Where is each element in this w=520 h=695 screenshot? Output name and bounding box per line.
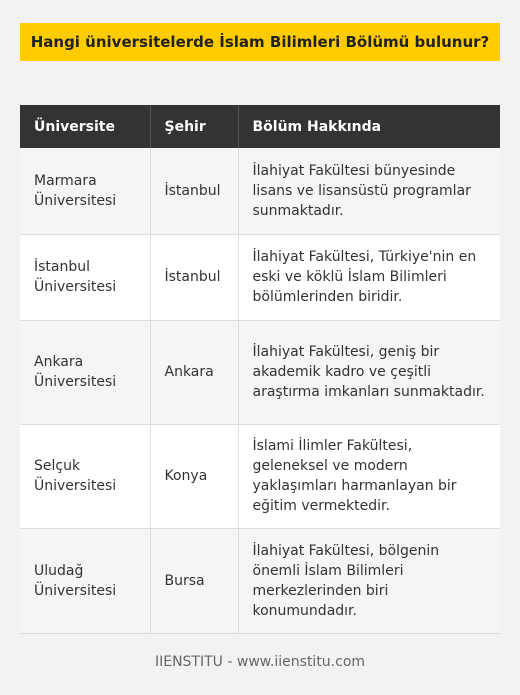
cell-city: İstanbul <box>150 148 238 234</box>
table-header-row <box>20 105 500 148</box>
cell-about: İslami İlimler Fakültesi, geleneksel ve modern yaklaşımları harmanlayan bir eğitim vermektedir. <box>238 424 500 528</box>
cell-city: Bursa <box>150 528 238 633</box>
table-row <box>20 320 500 424</box>
table-row <box>20 234 500 320</box>
cell-about: İlahiyat Fakültesi, geniş bir akademik kadro ve çeşitli araştırma imkanları sunmaktadır. <box>238 320 500 424</box>
cell-university: Selçuk Üniversitesi <box>20 424 150 528</box>
cell-city: İstanbul <box>150 234 238 320</box>
cell-university: Marmara Üniversitesi <box>20 148 150 234</box>
column-header-city: Şehir <box>150 105 238 148</box>
footer-credit: IIENSTITU - www.iienstitu.com <box>154 654 366 670</box>
cell-university: İstanbul Üniversitesi <box>20 234 150 320</box>
table-row <box>20 528 500 633</box>
table-row <box>20 424 500 528</box>
cell-about: İlahiyat Fakültesi, Türkiye'nin en eski ve köklü İslam Bilimleri bölümlerinden biridir. <box>238 234 500 320</box>
universities-table <box>20 105 500 634</box>
cell-university: Ankara Üniversitesi <box>20 320 150 424</box>
cell-city: Konya <box>150 424 238 528</box>
cell-about: İlahiyat Fakültesi, bölgenin önemli İslam Bilimleri merkezlerinden biri konumundadır. <box>238 528 500 633</box>
cell-university: Uludağ Üniversitesi <box>20 528 150 633</box>
column-header-university: Üniversite <box>20 105 150 148</box>
column-header-about: Bölüm Hakkında <box>238 105 500 148</box>
cell-about: İlahiyat Fakültesi bünyesinde lisans ve lisansüstü programlar sunmaktadır. <box>238 148 500 234</box>
page-title: Hangi üniversitelerde İslam Bilimleri Bölümü bulunur? <box>20 23 500 61</box>
table-row <box>20 148 500 234</box>
cell-city: Ankara <box>150 320 238 424</box>
